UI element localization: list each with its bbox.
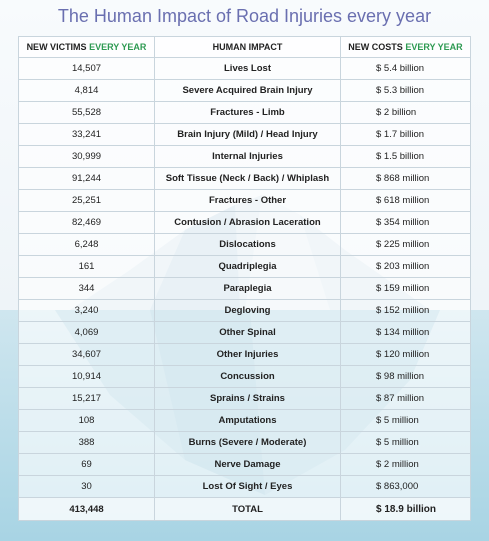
cost-cell: $ 5 million xyxy=(341,432,471,454)
impact-cell: Other Injuries xyxy=(155,344,341,366)
cost-cell: $ 1.5 billion xyxy=(341,146,471,168)
table-row xyxy=(19,432,471,454)
cost-cell: $ 354 million xyxy=(341,212,471,234)
cost-cell: $ 225 million xyxy=(341,234,471,256)
table-row xyxy=(19,476,471,498)
impact-table xyxy=(18,36,471,521)
cost-cell: $ 87 million xyxy=(341,388,471,410)
cost-cell: $ 2 billion xyxy=(341,102,471,124)
table-row xyxy=(19,256,471,278)
victims-cell: 69 xyxy=(19,454,155,476)
table-row xyxy=(19,58,471,80)
header-impact: HUMAN IMPACT xyxy=(155,37,341,58)
table-row xyxy=(19,322,471,344)
victims-cell: 34,607 xyxy=(19,344,155,366)
victims-cell: 14,507 xyxy=(19,58,155,80)
table-row xyxy=(19,366,471,388)
table-header-row xyxy=(19,37,471,58)
victims-cell: 108 xyxy=(19,410,155,432)
victims-cell: 388 xyxy=(19,432,155,454)
impact-cell: Sprains / Strains xyxy=(155,388,341,410)
impact-cell: Soft Tissue (Neck / Back) / Whiplash xyxy=(155,168,341,190)
cost-cell: $ 5 million xyxy=(341,410,471,432)
victims-cell: 3,240 xyxy=(19,300,155,322)
victims-cell: 55,528 xyxy=(19,102,155,124)
header-victims xyxy=(19,37,155,58)
table-row xyxy=(19,146,471,168)
table-row xyxy=(19,278,471,300)
cost-cell: $ 868 million xyxy=(341,168,471,190)
victims-cell: 33,241 xyxy=(19,124,155,146)
table-row xyxy=(19,410,471,432)
table-row xyxy=(19,190,471,212)
total-label: TOTAL xyxy=(155,498,341,521)
table-row xyxy=(19,124,471,146)
header-costs-main: NEW COSTS xyxy=(348,42,403,52)
cost-cell: $ 5.4 billion xyxy=(341,58,471,80)
impact-cell: Degloving xyxy=(155,300,341,322)
impact-cell: Fractures - Other xyxy=(155,190,341,212)
cost-cell: $ 618 million xyxy=(341,190,471,212)
impact-cell: Other Spinal xyxy=(155,322,341,344)
impact-cell: Concussion xyxy=(155,366,341,388)
impact-cell: Quadriplegia xyxy=(155,256,341,278)
table-row xyxy=(19,300,471,322)
victims-cell: 82,469 xyxy=(19,212,155,234)
impact-cell: Internal Injuries xyxy=(155,146,341,168)
table-row xyxy=(19,212,471,234)
impact-cell: Brain Injury (Mild) / Head Injury xyxy=(155,124,341,146)
table-row xyxy=(19,454,471,476)
table-row xyxy=(19,168,471,190)
cost-cell: $ 1.7 billion xyxy=(341,124,471,146)
table-row xyxy=(19,80,471,102)
header-victims-main: NEW VICTIMS xyxy=(26,42,87,52)
impact-cell: Burns (Severe / Moderate) xyxy=(155,432,341,454)
impact-cell: Nerve Damage xyxy=(155,454,341,476)
impact-cell: Paraplegia xyxy=(155,278,341,300)
victims-cell: 10,914 xyxy=(19,366,155,388)
victims-cell: 30 xyxy=(19,476,155,498)
table-row xyxy=(19,388,471,410)
cost-cell: $ 203 million xyxy=(341,256,471,278)
cost-cell: $ 159 million xyxy=(341,278,471,300)
table-row xyxy=(19,344,471,366)
table-body xyxy=(19,58,471,521)
impact-cell: Amputations xyxy=(155,410,341,432)
cost-cell: $ 134 million xyxy=(341,322,471,344)
header-costs-accent: EVERY YEAR xyxy=(405,42,463,52)
victims-cell: 25,251 xyxy=(19,190,155,212)
victims-cell: 15,217 xyxy=(19,388,155,410)
victims-cell: 4,814 xyxy=(19,80,155,102)
impact-cell: Dislocations xyxy=(155,234,341,256)
impact-cell: Fractures - Limb xyxy=(155,102,341,124)
total-victims: 413,448 xyxy=(19,498,155,521)
victims-cell: 91,244 xyxy=(19,168,155,190)
total-row xyxy=(19,498,471,521)
page-title: The Human Impact of Road Injuries every year xyxy=(57,6,432,26)
victims-cell: 6,248 xyxy=(19,234,155,256)
cost-cell: $ 120 million xyxy=(341,344,471,366)
victims-cell: 344 xyxy=(19,278,155,300)
cost-cell: $ 98 million xyxy=(341,366,471,388)
table-row xyxy=(19,234,471,256)
cost-cell: $ 152 million xyxy=(341,300,471,322)
victims-cell: 4,069 xyxy=(19,322,155,344)
impact-cell: Contusion / Abrasion Laceration xyxy=(155,212,341,234)
cost-cell: $ 2 million xyxy=(341,454,471,476)
impact-cell: Lives Lost xyxy=(155,58,341,80)
header-costs xyxy=(341,37,471,58)
header-victims-accent: EVERY YEAR xyxy=(89,42,147,52)
victims-cell: 161 xyxy=(19,256,155,278)
victims-cell: 30,999 xyxy=(19,146,155,168)
impact-cell: Severe Acquired Brain Injury xyxy=(155,80,341,102)
impact-cell: Lost Of Sight / Eyes xyxy=(155,476,341,498)
cost-cell: $ 863,000 xyxy=(341,476,471,498)
table-row xyxy=(19,102,471,124)
cost-cell: $ 5.3 billion xyxy=(341,80,471,102)
total-cost: $ 18.9 billion xyxy=(341,498,471,521)
